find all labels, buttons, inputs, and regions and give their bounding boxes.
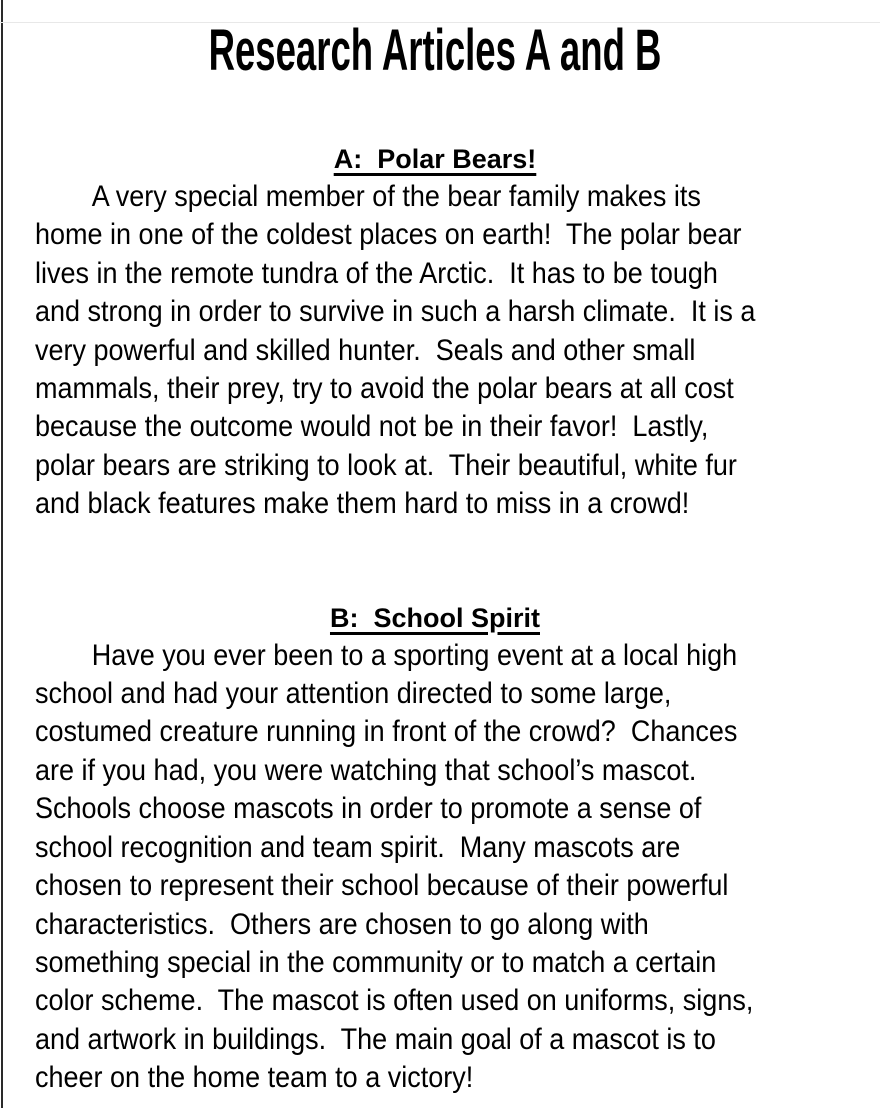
text-line: mammals, their prey, try to avoid the polar bears at all cost xyxy=(35,372,734,406)
text-line: because the outcome would not be in their favor! Lastly, xyxy=(35,410,709,444)
text-line: cheer on the home team to a victory! xyxy=(35,1061,474,1095)
text-line: Schools choose mascots in order to promote a sense of xyxy=(35,792,702,826)
page-title: Research Articles A and B xyxy=(208,18,662,83)
section-b-paragraph xyxy=(35,637,755,1098)
text-line: and strong in order to survive in such a harsh climate. It is a xyxy=(35,295,756,329)
text-line: lives in the remote tundra of the Arctic. It has to be tough xyxy=(35,256,718,290)
section-a-heading: A: Polar Bears! xyxy=(333,144,537,174)
text-line: polar bears are striking to look at. Their beautiful, white fur xyxy=(35,448,737,482)
text-line: costumed creature running in front of the crowd? Chances xyxy=(35,715,738,749)
text-line: chosen to represent their school because of their powerful xyxy=(35,869,729,903)
text-line: school and had your attention directed to some large, xyxy=(35,677,672,711)
section-a-paragraph xyxy=(35,178,755,524)
text-line: color scheme. The mascot is often used on uniforms, signs, xyxy=(35,984,754,1018)
text-line: and artwork in buildings. The main goal of a mascot is to xyxy=(35,1022,716,1056)
text-line: very powerful and skilled hunter. Seals and other small xyxy=(35,333,696,367)
text-line: are if you had, you were watching that school’s mascot. xyxy=(35,753,697,787)
section-b-heading: B: School Spirit xyxy=(329,602,540,633)
text-line: something special in the community or to match a certain xyxy=(35,945,717,979)
page-content xyxy=(0,19,880,1098)
text-line: school recognition and team spirit. Many mascots are xyxy=(35,830,681,864)
text-line: and black features make them hard to miss in a crowd! xyxy=(35,487,690,521)
text-line: home in one of the coldest places on earth! The polar bear xyxy=(35,218,742,252)
text-line: Have you ever been to a sporting event at a local high xyxy=(91,638,738,672)
text-line: A very special member of the bear family makes its xyxy=(91,180,701,213)
text-line: characteristics. Others are chosen to go along with xyxy=(35,907,649,941)
